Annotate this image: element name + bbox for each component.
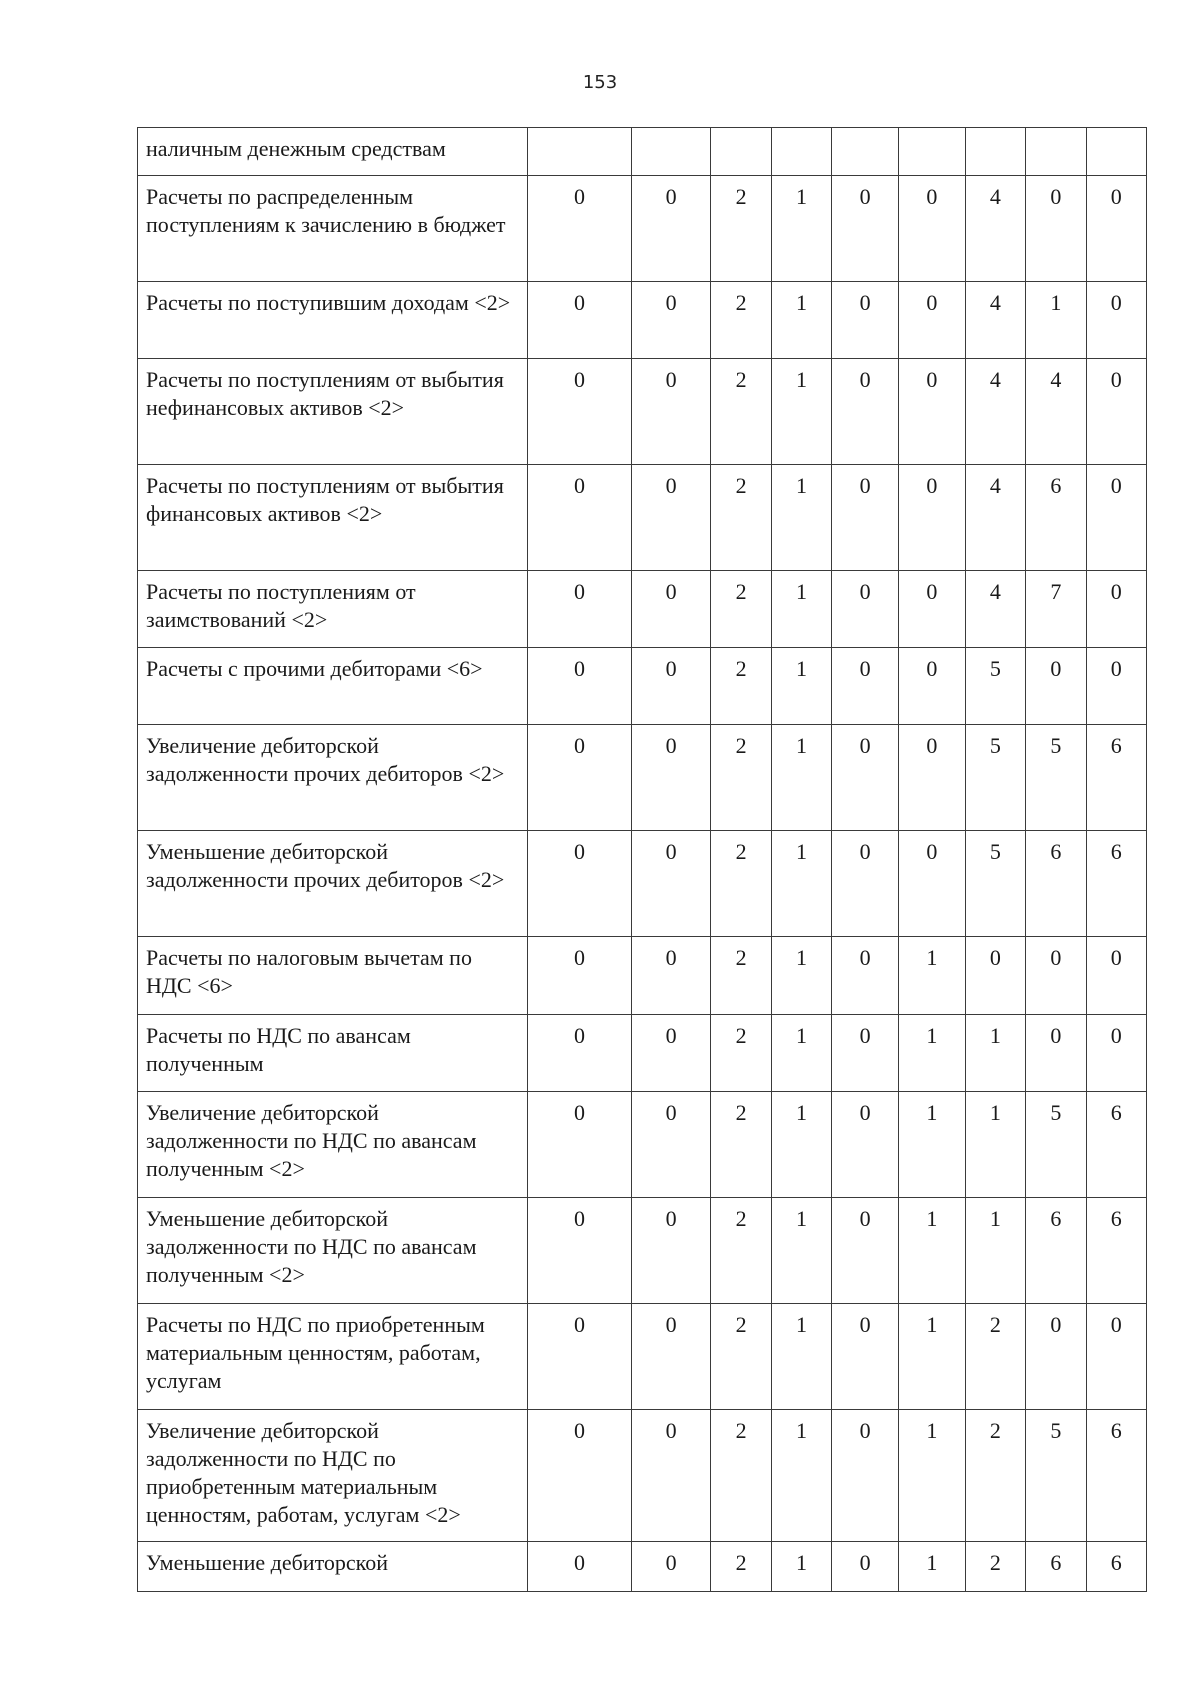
code-digit-cell: 0 xyxy=(1086,465,1146,571)
table-row xyxy=(138,725,1147,831)
account-name-cell: наличным денежным средствам xyxy=(138,128,528,176)
code-digit-cell: 0 xyxy=(528,1410,632,1542)
code-digit-cell: 0 xyxy=(631,831,710,937)
code-digit-cell: 0 xyxy=(1026,176,1086,282)
account-name-cell: Расчеты по НДС по приобретенным материальным ценностям, работам, услугам xyxy=(138,1304,528,1410)
code-digit-cell: 0 xyxy=(1086,648,1146,725)
code-digit-cell: 4 xyxy=(965,282,1025,359)
code-digit-cell: 5 xyxy=(965,648,1025,725)
account-name-cell: Расчеты по поступлениям от выбытия финансовых активов <2> xyxy=(138,465,528,571)
code-digit-cell: 2 xyxy=(965,1410,1025,1542)
code-digit-cell: 0 xyxy=(832,571,899,648)
code-digit-cell: 0 xyxy=(631,176,710,282)
code-digit-cell: 1 xyxy=(898,1015,965,1092)
code-digit-cell: 6 xyxy=(1026,1542,1086,1592)
code-digit-cell: 0 xyxy=(631,359,710,465)
code-digit-cell xyxy=(832,128,899,176)
code-digit-cell: 0 xyxy=(528,1015,632,1092)
code-digit-cell: 0 xyxy=(528,465,632,571)
code-digit-cell: 0 xyxy=(528,831,632,937)
code-digit-cell: 4 xyxy=(965,571,1025,648)
account-name-cell: Расчеты с прочими дебиторами <6> xyxy=(138,648,528,725)
account-name-cell: Расчеты по НДС по авансам полученным xyxy=(138,1015,528,1092)
code-digit-cell: 0 xyxy=(898,359,965,465)
code-digit-cell: 5 xyxy=(965,725,1025,831)
code-digit-cell: 0 xyxy=(1086,937,1146,1015)
code-digit-cell: 2 xyxy=(711,465,771,571)
code-digit-cell: 1 xyxy=(965,1092,1025,1198)
code-digit-cell: 2 xyxy=(711,1092,771,1198)
code-digit-cell: 0 xyxy=(832,176,899,282)
code-digit-cell: 0 xyxy=(528,725,632,831)
code-digit-cell: 1 xyxy=(771,1015,831,1092)
code-digit-cell: 0 xyxy=(631,648,710,725)
code-digit-cell: 1 xyxy=(771,282,831,359)
code-digit-cell: 1 xyxy=(898,937,965,1015)
table-row xyxy=(138,1304,1147,1410)
code-digit-cell: 1 xyxy=(965,1198,1025,1304)
code-digit-cell: 6 xyxy=(1086,1542,1146,1592)
code-digit-cell: 0 xyxy=(832,648,899,725)
code-digit-cell: 6 xyxy=(1026,465,1086,571)
code-digit-cell: 0 xyxy=(528,1304,632,1410)
code-digit-cell: 0 xyxy=(898,282,965,359)
code-digit-cell: 0 xyxy=(631,1304,710,1410)
code-digit-cell: 7 xyxy=(1026,571,1086,648)
table-row xyxy=(138,1542,1147,1592)
code-digit-cell: 0 xyxy=(631,1015,710,1092)
code-digit-cell xyxy=(1086,128,1146,176)
code-digit-cell: 4 xyxy=(1026,359,1086,465)
code-digit-cell: 0 xyxy=(898,176,965,282)
account-name-cell: Уменьшение дебиторской задолженности по НДС по авансам полученным <2> xyxy=(138,1198,528,1304)
code-digit-cell: 0 xyxy=(832,465,899,571)
code-digit-cell: 2 xyxy=(711,1304,771,1410)
account-name-cell: Расчеты по поступившим доходам <2> xyxy=(138,282,528,359)
code-digit-cell: 0 xyxy=(1026,1304,1086,1410)
table-row xyxy=(138,831,1147,937)
code-digit-cell: 6 xyxy=(1086,1410,1146,1542)
code-digit-cell: 2 xyxy=(711,1410,771,1542)
code-digit-cell: 0 xyxy=(898,571,965,648)
code-digit-cell: 2 xyxy=(711,359,771,465)
code-digit-cell: 0 xyxy=(832,359,899,465)
code-digit-cell: 0 xyxy=(631,1198,710,1304)
table-row xyxy=(138,128,1147,176)
code-digit-cell: 1 xyxy=(771,1198,831,1304)
table-row xyxy=(138,359,1147,465)
code-digit-cell: 0 xyxy=(832,282,899,359)
code-digit-cell: 5 xyxy=(1026,1410,1086,1542)
code-digit-cell: 2 xyxy=(711,1198,771,1304)
code-digit-cell: 0 xyxy=(1026,648,1086,725)
code-digit-cell: 0 xyxy=(832,1304,899,1410)
code-digit-cell: 0 xyxy=(898,648,965,725)
code-digit-cell: 0 xyxy=(528,176,632,282)
table-row xyxy=(138,465,1147,571)
code-digit-cell: 0 xyxy=(528,359,632,465)
code-digit-cell: 1 xyxy=(771,465,831,571)
code-digit-cell: 1 xyxy=(771,1304,831,1410)
code-digit-cell: 2 xyxy=(711,176,771,282)
code-digit-cell: 0 xyxy=(832,1092,899,1198)
table-row xyxy=(138,1198,1147,1304)
code-digit-cell: 0 xyxy=(631,725,710,831)
code-digit-cell xyxy=(771,128,831,176)
code-digit-cell: 1 xyxy=(771,176,831,282)
code-digit-cell: 0 xyxy=(832,1410,899,1542)
code-digit-cell xyxy=(1026,128,1086,176)
code-digit-cell: 0 xyxy=(1086,176,1146,282)
code-digit-cell xyxy=(965,128,1025,176)
code-digit-cell: 0 xyxy=(1086,571,1146,648)
code-digit-cell: 0 xyxy=(1026,937,1086,1015)
code-digit-cell: 1 xyxy=(771,1410,831,1542)
code-digit-cell: 0 xyxy=(965,937,1025,1015)
account-codes-table xyxy=(137,127,1147,1592)
code-digit-cell: 1 xyxy=(771,359,831,465)
code-digit-cell: 1 xyxy=(965,1015,1025,1092)
code-digit-cell: 1 xyxy=(771,648,831,725)
table-row xyxy=(138,937,1147,1015)
code-digit-cell: 4 xyxy=(965,176,1025,282)
code-digit-cell: 6 xyxy=(1026,831,1086,937)
code-digit-cell: 0 xyxy=(832,831,899,937)
code-digit-cell: 0 xyxy=(898,831,965,937)
account-name-cell: Уменьшение дебиторской xyxy=(138,1542,528,1592)
code-digit-cell xyxy=(711,128,771,176)
code-digit-cell: 4 xyxy=(965,359,1025,465)
code-digit-cell: 1 xyxy=(771,1542,831,1592)
code-digit-cell: 0 xyxy=(631,1092,710,1198)
page-number: 153 xyxy=(582,72,618,93)
code-digit-cell: 2 xyxy=(965,1542,1025,1592)
table-body xyxy=(138,128,1147,1592)
table-row xyxy=(138,282,1147,359)
code-digit-cell: 2 xyxy=(711,1015,771,1092)
code-digit-cell: 6 xyxy=(1026,1198,1086,1304)
account-name-cell: Увеличение дебиторской задолженности по НДС по авансам полученным <2> xyxy=(138,1092,528,1198)
code-digit-cell: 0 xyxy=(631,282,710,359)
code-digit-cell: 2 xyxy=(711,282,771,359)
code-digit-cell: 2 xyxy=(711,1542,771,1592)
code-digit-cell: 1 xyxy=(898,1542,965,1592)
code-digit-cell: 2 xyxy=(711,831,771,937)
code-digit-cell: 0 xyxy=(528,282,632,359)
code-digit-cell: 1 xyxy=(898,1304,965,1410)
code-digit-cell: 1 xyxy=(1026,282,1086,359)
account-name-cell: Расчеты по поступлениям от заимствований <2> xyxy=(138,571,528,648)
code-digit-cell: 4 xyxy=(965,465,1025,571)
account-name-cell: Расчеты по поступлениям от выбытия нефинансовых активов <2> xyxy=(138,359,528,465)
code-digit-cell: 1 xyxy=(771,725,831,831)
table-row xyxy=(138,1092,1147,1198)
code-digit-cell: 1 xyxy=(771,831,831,937)
code-digit-cell: 6 xyxy=(1086,1198,1146,1304)
code-digit-cell: 0 xyxy=(528,937,632,1015)
code-digit-cell: 0 xyxy=(631,937,710,1015)
code-digit-cell: 0 xyxy=(1026,1015,1086,1092)
code-digit-cell: 2 xyxy=(965,1304,1025,1410)
code-digit-cell: 0 xyxy=(832,937,899,1015)
code-digit-cell: 0 xyxy=(832,1542,899,1592)
code-digit-cell: 0 xyxy=(898,725,965,831)
code-digit-cell: 0 xyxy=(528,648,632,725)
code-digit-cell xyxy=(898,128,965,176)
code-digit-cell: 6 xyxy=(1086,725,1146,831)
account-name-cell: Расчеты по налоговым вычетам по НДС <6> xyxy=(138,937,528,1015)
code-digit-cell: 0 xyxy=(631,1542,710,1592)
account-name-cell: Увеличение дебиторской задолженности по НДС по приобретенным материальным ценностям, работам, услугам <2> xyxy=(138,1410,528,1542)
code-digit-cell: 5 xyxy=(1026,1092,1086,1198)
table-row xyxy=(138,571,1147,648)
code-digit-cell: 0 xyxy=(1086,1015,1146,1092)
code-digit-cell: 5 xyxy=(1026,725,1086,831)
code-digit-cell: 2 xyxy=(711,648,771,725)
code-digit-cell: 0 xyxy=(528,1542,632,1592)
table-row xyxy=(138,648,1147,725)
code-digit-cell xyxy=(631,128,710,176)
code-digit-cell: 0 xyxy=(631,571,710,648)
code-digit-cell: 0 xyxy=(832,725,899,831)
code-digit-cell: 6 xyxy=(1086,831,1146,937)
code-digit-cell: 0 xyxy=(832,1015,899,1092)
code-digit-cell: 1 xyxy=(771,937,831,1015)
code-digit-cell: 2 xyxy=(711,571,771,648)
table-row xyxy=(138,1410,1147,1542)
code-digit-cell: 0 xyxy=(832,1198,899,1304)
account-name-cell: Расчеты по распределенным поступлениям к зачислению в бюджет xyxy=(138,176,528,282)
code-digit-cell: 0 xyxy=(1086,1304,1146,1410)
table-row xyxy=(138,176,1147,282)
code-digit-cell: 0 xyxy=(528,571,632,648)
code-digit-cell: 0 xyxy=(898,465,965,571)
account-name-cell: Уменьшение дебиторской задолженности прочих дебиторов <2> xyxy=(138,831,528,937)
code-digit-cell: 2 xyxy=(711,725,771,831)
code-digit-cell: 0 xyxy=(1086,359,1146,465)
code-digit-cell xyxy=(528,128,632,176)
code-digit-cell: 0 xyxy=(528,1092,632,1198)
code-digit-cell: 5 xyxy=(965,831,1025,937)
code-digit-cell: 1 xyxy=(771,571,831,648)
code-digit-cell: 0 xyxy=(1086,282,1146,359)
code-digit-cell: 0 xyxy=(631,1410,710,1542)
code-digit-cell: 0 xyxy=(631,465,710,571)
table-row xyxy=(138,1015,1147,1092)
code-digit-cell: 1 xyxy=(898,1198,965,1304)
account-name-cell: Увеличение дебиторской задолженности прочих дебиторов <2> xyxy=(138,725,528,831)
code-digit-cell: 1 xyxy=(771,1092,831,1198)
code-digit-cell: 1 xyxy=(898,1410,965,1542)
code-digit-cell: 6 xyxy=(1086,1092,1146,1198)
code-digit-cell: 2 xyxy=(711,937,771,1015)
code-digit-cell: 0 xyxy=(528,1198,632,1304)
code-digit-cell: 1 xyxy=(898,1092,965,1198)
